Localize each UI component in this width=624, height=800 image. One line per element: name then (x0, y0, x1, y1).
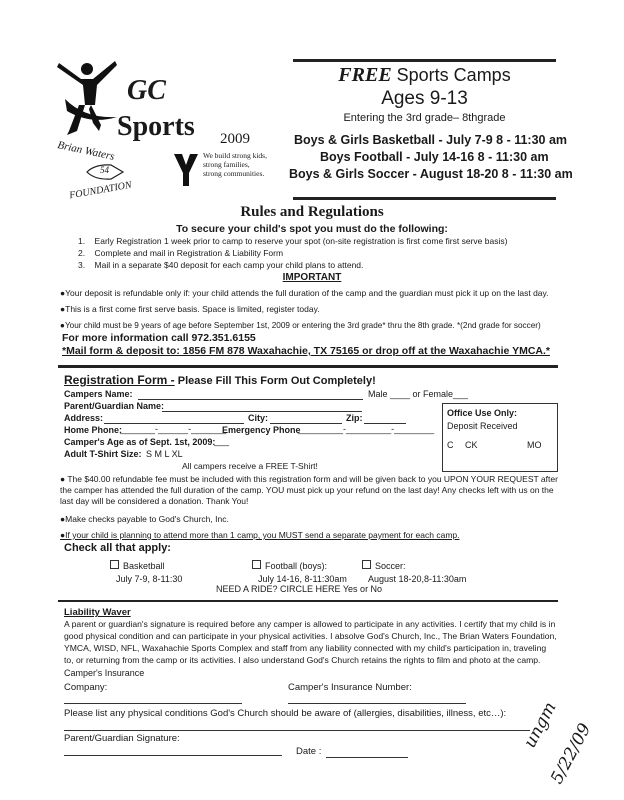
waiver-title: Liability Waver (64, 607, 131, 618)
shirt-size-options[interactable]: S M L XL (146, 449, 183, 459)
header-title (293, 64, 556, 87)
conditions-label: Please list any physical conditions God's Church should be aware of (allergies, disabilities, illness, etc…): (64, 708, 507, 719)
emergency-phone-field[interactable]: _________-_________-________ (298, 424, 435, 434)
logo-sports: Sports (117, 111, 195, 142)
football-dates: July 14-16, 8-11:30am (258, 574, 347, 584)
office-use-box (442, 403, 558, 472)
multi-camp-note: ●If your child is planning to attend more than 1 camp, you MUST send a separate payment for each camp. (60, 530, 460, 540)
form-title (64, 373, 376, 387)
info-phone: For more information call 972.351.6155 (62, 332, 256, 344)
address-field[interactable] (104, 414, 244, 424)
logo-area (55, 55, 280, 205)
form-title-main: Registration Form - (64, 373, 175, 387)
need-ride[interactable]: NEED A RIDE? CIRCLE HERE Yes or No (216, 584, 383, 594)
gender-field[interactable]: Male ____ or Female___ (368, 389, 469, 399)
basketball-dates: July 7-9, 8-11:30 (116, 574, 183, 584)
handwritten-initials: ungm (520, 698, 561, 752)
insurance-number-label: Camper's Insurance Number: (288, 682, 412, 693)
camper-name-label: Campers Name: (64, 389, 133, 399)
soccer-dates: August 18-20,8-11:30am (368, 574, 467, 584)
option-basketball[interactable] (110, 560, 165, 571)
mail-instructions: *Mail form & deposit to: 1856 FM 878 Waxahachie, TX 75165 or drop off at the Waxahachie YMCA.* (62, 345, 550, 357)
rule-bullet-3: ●Your child must be 9 years of age before September 1st, 2009 or entering the 3rd grade* thru the 8th grade. *(2nd grade for soccer) (60, 321, 541, 330)
waiver-text: A parent or guardian's signature is required before any camper is allowed to participate in any activities. I certify that my child is in good physical condition and can participate in your physical activities. I absolve God's Church, Inc., The Brian Waters Foundation, YMCA, WISD, NFL, Waxahachie Sports Complex and staff from any liability connected with my child's participation in, traveling to, or returning from the camp or its activities. I also understand God's Church retains the rights to film and photo at the camp. (64, 619, 557, 665)
form-top-rule (58, 365, 558, 368)
rules-title: Rules and Regulations (240, 204, 384, 220)
football-checkbox[interactable] (252, 560, 261, 569)
rule-bullet-2: ●This is a first come first serve basis. Space is limited, register today. (60, 304, 320, 314)
header-top-rule (293, 59, 556, 62)
company-field[interactable] (64, 694, 242, 704)
waiver-top-rule (58, 600, 558, 602)
check-all-heading: Check all that apply: (64, 542, 171, 554)
rule-step-3: 3. Mail in a separate $40 deposit for each camp your child plans to attend. (78, 260, 364, 270)
free-shirt-note: All campers receive a FREE T-Shirt! (182, 461, 318, 471)
option-football[interactable] (252, 560, 327, 571)
home-phone-label: Home Phone: (64, 425, 123, 435)
foundation-name-top: Brian Waters (56, 139, 116, 163)
rule-step-1: 1. Early Registration 1 week prior to camp to reserve your spot (on-site registration is first come first serve basis) (78, 236, 508, 246)
checks-payable: ●Make checks payable to God's Church, Inc. (60, 514, 229, 524)
form-title-rest: Please Fill This Form Out Completely! (174, 375, 376, 387)
important-heading: IMPORTANT (282, 272, 342, 283)
zip-label: Zip: (346, 413, 363, 423)
soccer-label: Soccer: (375, 561, 406, 571)
office-mo: MO (527, 440, 542, 450)
office-use-title: Office Use Only: (447, 408, 518, 418)
conditions-field[interactable] (64, 721, 530, 731)
date-field[interactable] (326, 748, 408, 758)
header-free: FREE (338, 64, 392, 86)
ymca-tagline-2: strong families, (203, 160, 250, 169)
signature-field[interactable] (64, 746, 282, 756)
header-grades: Entering the 3rd grade– 8thgrade (343, 112, 506, 124)
date-label: Date : (296, 746, 322, 757)
rule-bullet-1: ●Your deposit is refundable only if: your child attends the full duration of the camp and the guardian must pick it up on the last day. (60, 288, 549, 298)
company-label: Company: (64, 682, 108, 693)
emergency-phone-label: Emergency Phone (222, 425, 301, 435)
logo-year: 2009 (220, 131, 250, 147)
ymca-logo (173, 151, 283, 193)
office-ck: CK (465, 440, 478, 450)
header-bottom-rule (293, 197, 556, 200)
foundation-number: 54 (100, 165, 109, 175)
camp-football: Boys Football - July 14-16 8 - 11:30 am (320, 150, 549, 164)
shirt-size-label: Adult T-Shirt Size: (64, 449, 142, 459)
city-label: City: (248, 413, 268, 423)
soccer-checkbox[interactable] (362, 560, 371, 569)
ymca-tagline-1: We build strong kids, (203, 151, 267, 160)
signature-label: Parent/Guardian Signature: (64, 733, 180, 744)
basketball-checkbox[interactable] (110, 560, 119, 569)
camp-soccer: Boys & Girls Soccer - August 18-20 8 - 11:30 am (289, 167, 573, 181)
foundation-seal (55, 141, 155, 203)
parent-name-label: Parent/Guardian Name: (64, 401, 165, 411)
camper-age-field[interactable]: ___ (214, 436, 230, 446)
camper-name-field[interactable] (138, 390, 363, 400)
header-camps: Sports Camps (391, 65, 511, 85)
insurance-number-field[interactable] (288, 694, 466, 704)
camp-basketball: Boys & Girls Basketball - July 7-9 8 - 11:30 am (294, 133, 568, 147)
address-label: Address: (64, 413, 104, 423)
rules-subtitle: To secure your child's spot you must do the following: (176, 223, 448, 235)
foundation-name-bottom: FOUNDATION (68, 179, 133, 202)
camper-age-label: Camper's Age as of Sept. 1st, 2009: (64, 437, 216, 447)
deposit-received: Deposit Received (447, 421, 518, 431)
fee-note: ● The $40.00 refundable fee must be included with this registration form and will be given back to you UPON YOUR REQUEST after the camper has attended the full duration of the camp. YOU must pick up your refund on the last day! Any checks left with us on the last day will be considered a donation. Thank You! (60, 474, 558, 506)
ymca-y-icon (173, 153, 199, 187)
football-label: Football (boys): (265, 561, 328, 571)
parent-name-field[interactable] (162, 402, 362, 412)
rule-step-2: 2. Complete and mail in Registration & Liability Form (78, 248, 284, 258)
zip-field[interactable] (364, 414, 406, 424)
logo-gc: GC (127, 75, 166, 106)
basketball-label: Basketball (123, 561, 165, 571)
athlete-silhouette-icon (55, 59, 125, 137)
ymca-tagline-3: strong communities. (203, 169, 265, 178)
handwritten-date: 5/22/09 (547, 720, 596, 788)
insurance-label: Camper's Insurance (64, 668, 145, 678)
option-soccer[interactable] (362, 560, 406, 571)
home-phone-field[interactable]: _______-______-_______ (120, 424, 227, 434)
city-field[interactable] (270, 414, 342, 424)
header-ages: Ages 9-13 (381, 88, 468, 109)
office-c: C (447, 440, 454, 450)
